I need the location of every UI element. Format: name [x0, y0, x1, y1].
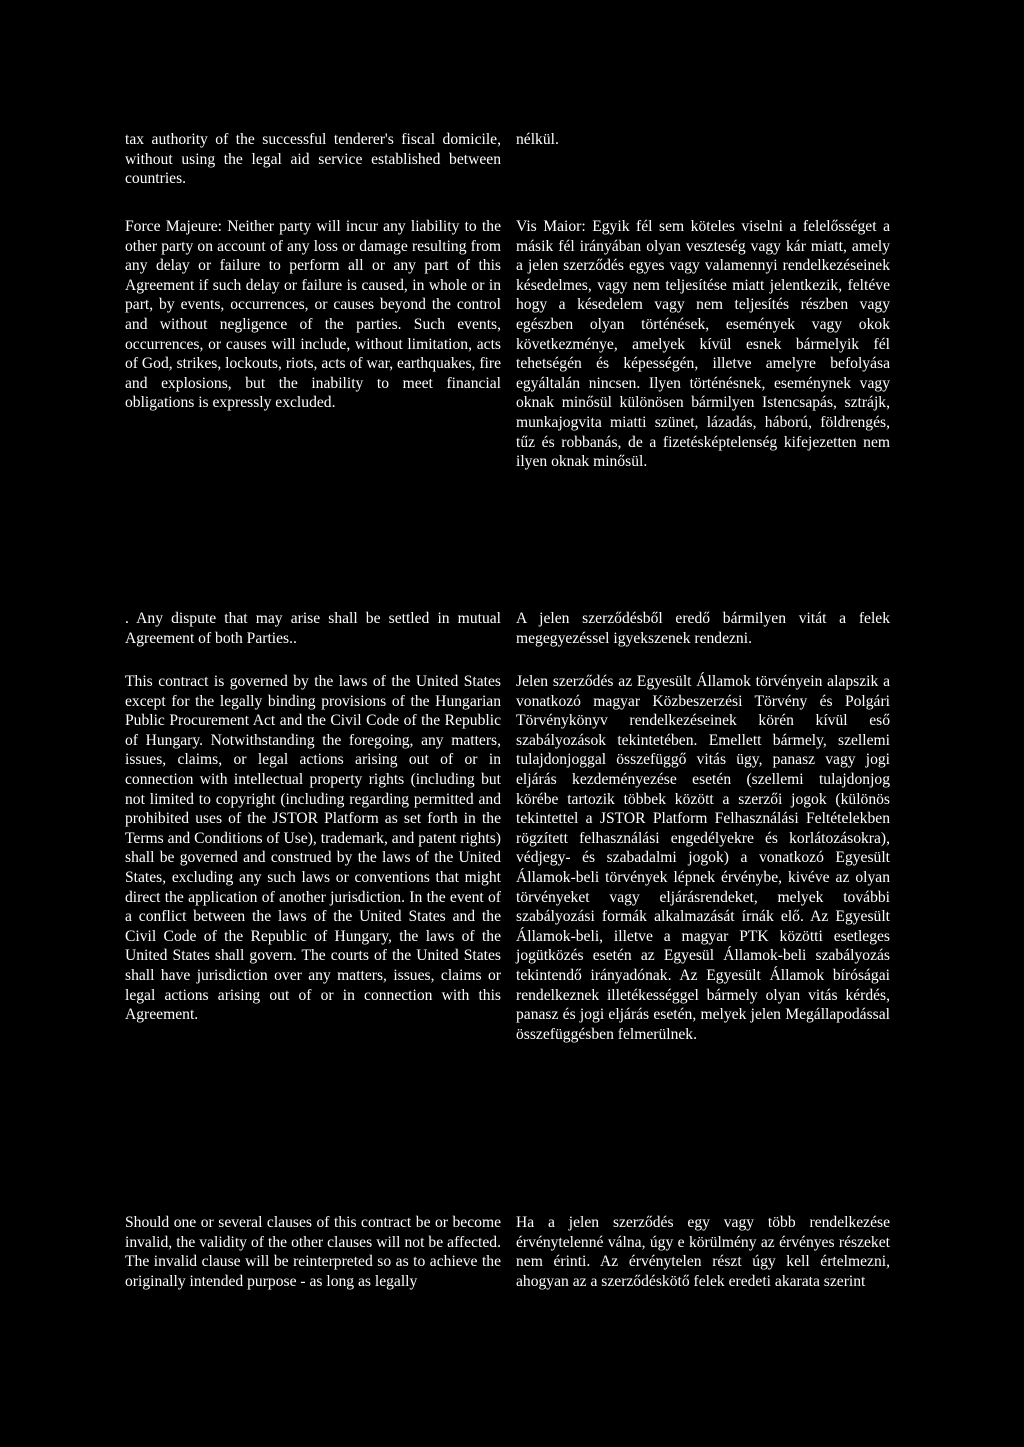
- english-paragraph-governing-law: This contract is governed by the laws of the United States except for the legally binding provisions of the Hungarian Public Procurement Act and the Civil Code of the Republic of Hungary. Notwithstanding the foregoing, any matters, issues, claims, or legal actions arising out of or in connection with intellectual property rights (including but not limited to copyright (including regarding permitted and prohibited uses of the JSTOR Platform as set forth in the Terms and Conditions of Use), trademark, and patent rights) shall be governed and construed by the laws of the United States, excluding any such laws or conventions that might direct the application of another jurisdiction. In the event of a conflict between the laws of the United States and the Civil Code of the Republic of Hungary, the laws of the United States shall govern. The courts of the United States shall have jurisdiction over any matters, issues, claims or legal actions arising out of or in connection with this Agreement.: [125, 673, 501, 1024]
- hungarian-paragraph-vis-maior: Vis Maior: Egyik fél sem köteles viselni a felelősséget a másik fél irányában olyan veszteség vagy kár miatt, amely a jelen szerződés egyes vagy valamennyi rendelkezéseinek késedelmes, vagy nem teljesítése miatt jelentkezik, feltéve hogy a késedelem vagy nem teljesítés részben vagy egészben olyan történések, események vagy okok következménye, amelyek kívül esnek bármelyik fél tehetségén és képességén, illetve amelyre befolyása egyáltalán nincsen. Ilyen történésnek, eseménynek vagy oknak minősül különösen bármilyen Istencsapás, sztrájk, munkajogvita miatti szünet, lázadás, háború, földrengés, tűz és robbanás, de a fizetésképtelenség kifejezetten nem ilyen oknak minősül.: [516, 218, 890, 471]
- hungarian-paragraph-severability: Ha a jelen szerződés egy vagy több rendelkezése érvénytelenné válna, úgy e körülmény az érvényes részeket nem érinti. Az érvénytelen részt úgy kell értelmezni, ahogyan az a szerződéskötő felek eredeti akarata szerint: [516, 1214, 890, 1290]
- english-paragraph-1: tax authority of the successful tenderer's fiscal domicile, without using the legal aid service established between countries.: [125, 131, 501, 188]
- hungarian-paragraph-governing-law: Jelen szerződés az Egyesült Államok törvényein alapszik a vonatkozó magyar Közbeszerzési Törvény és Polgári Törvénykönyv rendelkezéseinek körén kívül eső szabályozások tekintetében. Emellett bármely, szellemi tulajdonjoggal összefüggő vitás ügy, panasz vagy jogi eljárás kezdeményezése esetén (szellemi tulajdonjog körébe tartozik többek között a szerzői jogok (különös tekintettel a JSTOR Platform Felhasználási Feltételekben rögzített felhasználási engedélyekre és korlátozásokra), védjegy- és szabadalmi jogok) a vonatkozó Egyesült Államok-beli törvények lépnek érvénybe, kivéve az olyan törvényeket vagy eljárásrendeket, melyek további szabályozási formák alkalmazását írnák elő. Az Egyesült Államok-beli, illetve a magyar PTK közötti esetleges jogütközés esetén az Egyesül Államok-beli szabályozás tekintendő irányadónak. Az Egyesült Államok bíróságai rendelkeznek illetékességgel bármely olyan vitás kérdés, panasz és jogi eljárás esetén, melyek jelen Megállapodással összefüggésben felmerülnek.: [516, 673, 890, 1043]
- english-paragraph-force-majeure: Force Majeure: Neither party will incur any liability to the other party on account of any loss or damage resulting from any delay or failure to perform all or any part of this Agreement if such delay or failure is caused, in whole or in part, by events, occurrences, or causes beyond the control and without negligence of the parties. Such events, occurrences, or causes will include, without limitation, acts of God, strikes, lockouts, riots, acts of war, earthquakes, fire and explosions, but the inability to meet financial obligations is expressly excluded.: [125, 218, 501, 412]
- english-paragraph-severability: Should one or several clauses of this contract be or become invalid, the validity of the other clauses will not be affected. The invalid clause will be reinterpreted so as to achieve the originally intended purpose - as long as legally: [125, 1214, 501, 1290]
- hungarian-paragraph-dispute: A jelen szerződésből eredő bármilyen vitát a felek megegyezéssel igyekszenek rendezni.: [516, 610, 890, 647]
- hungarian-paragraph-1: nélkül.: [516, 131, 559, 148]
- english-paragraph-dispute: . Any dispute that may arise shall be settled in mutual Agreement of both Parties..: [125, 610, 501, 647]
